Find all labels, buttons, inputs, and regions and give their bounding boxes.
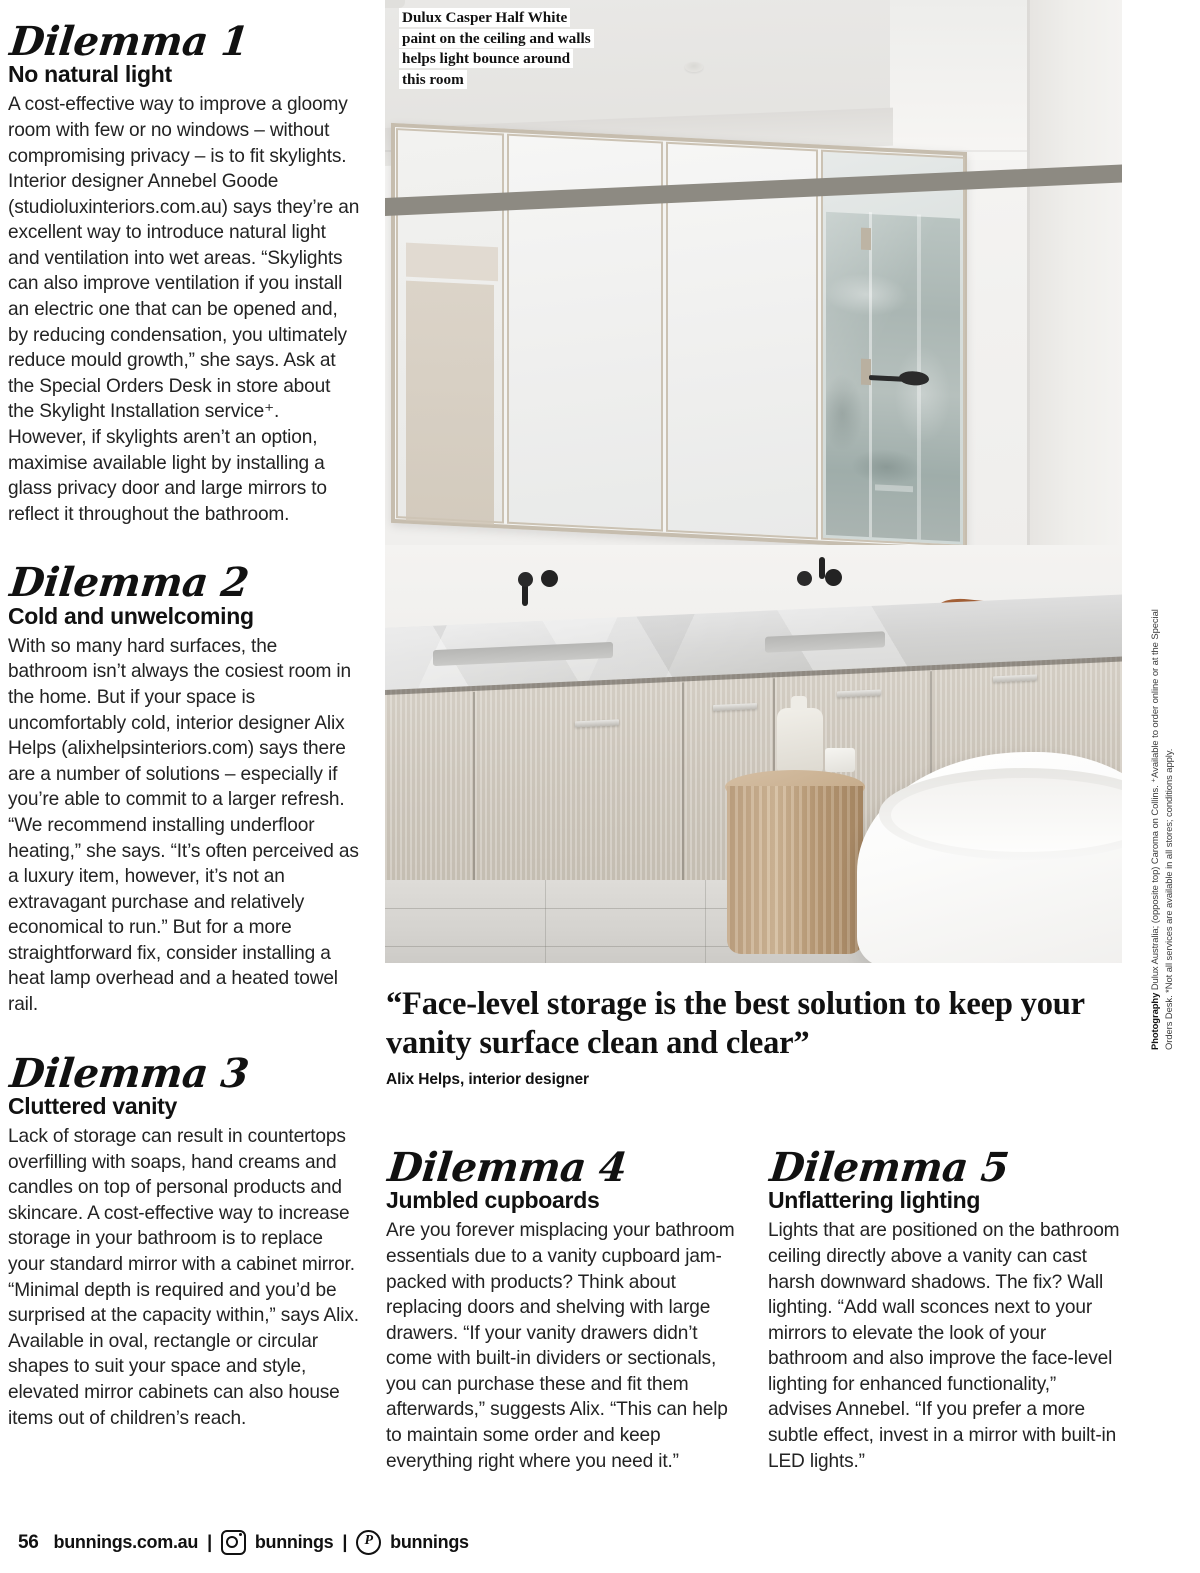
dilemma-1-block [7,18,360,527]
dilemma-2-body: With so many hard surfaces, the bathroom isn’t always the cosiest room in the home. But if your space is uncomfortably cold, interior designer Alix Helps (alixhelpsinteriors.com) says there are a number of solutions – especially if you’re able to commit to a larger refresh. “We recommend installing underfloor heating,” she says. “It’s often perceived as a luxury item, however, it’s not an extravagant purchase and relatively economical to run.” But for a more straightforward fix, consider installing a heat lamp overhead and a heated towel rail. [8,635,359,1016]
footer-separator-1: | [207,1532,212,1552]
footer-website: bunnings.com.au [53,1532,199,1552]
dilemma-5-kicker: Dilemma 5 [767,1144,1011,1191]
dilemma-2-kicker: Dilemma 2 [7,559,251,607]
dilemma-1-title: No natural light [8,61,172,88]
timber-stool [725,770,865,955]
shower-hinge-upper [861,228,871,251]
floor-grout-v1 [545,880,546,963]
pinterest-icon[interactable]: P [356,1530,381,1555]
dilemma-4-body: Are you forever misplacing your bathroom essentials due to a vanity cupboard jam-packed with products? Think about replacing doors and shelving with large drawers. “If your vanity drawers didn’t come with built-in dividers or sectionals, you can purchase these and fit them afterwards,” suggests Alix. “This can help to maintain some order and keep everything right where you need it.” [386,1220,735,1472]
wall-tap-left [512,570,572,612]
dilemma-5-body: Lights that are positioned on the bathroom ceiling directly above a vanity can cast harsh downward shadows. The fix? Wall lighting. “Add wall sconces next to your mirrors to elevate the look of your bathroom and also improve the face-level lighting for enhanced functionality,” advises Annebel. “If you prefer a more subtle effect, invest in a mirror with built-in LED lights.” [768,1220,1120,1472]
pull-quote [386,985,1086,1089]
dilemma-3-block [7,1049,360,1431]
footer-pinterest-handle: bunnings [390,1532,469,1552]
shower-arm [869,375,903,382]
tap-mixer-left [541,570,558,587]
dilemma-1-kicker: Dilemma 1 [7,18,251,65]
pull-quote-attribution: Alix Helps, interior designer [386,1071,589,1088]
page-number: 56 [18,1531,39,1553]
wall-tap-right [795,565,855,607]
soap-bar [825,748,855,772]
shower-head-icon [869,366,931,393]
floor-grout-v2 [705,880,706,963]
tap-plate-right [797,571,812,586]
photo-caption-text: Dulux Casper Half White paint on the ceiling and walls helps light bounce around this room [399,8,594,89]
downlight-icon [685,62,703,72]
dilemma-4-title: Jumbled cupboards [386,1187,600,1214]
page-footer [18,1530,469,1555]
bathroom-photo [385,0,1122,963]
dilemma-5-block [767,1144,1123,1474]
pull-quote-text: “Face-level storage is the best solution to keep your vanity surface clean and clear” [386,986,1085,1061]
cabinet-reflection-upper [406,243,498,282]
instagram-icon[interactable] [221,1530,246,1555]
tap-spout-right [819,557,825,579]
cabinet-door-1 [396,128,504,523]
dilemma-4-kicker: Dilemma 4 [385,1144,629,1191]
footer-separator-2: | [342,1532,348,1552]
shower-rose [899,371,929,387]
photo-credit-text: Dulux Australia; (opposite top) Caroma on Collins. ⁺Available to order online or at the Special Orders Desk. *Not all services are available in all stores; conditions apply. [1149,609,1174,1050]
dilemma-3-body: Lack of storage can result in countertops overfilling with soaps, hand creams and candles on top of personal products and skincare. A cost-effective way to increase storage in your bathroom is to replace your standard mirror with a cabinet mirror. “Minimal depth is required and you’d be surprised at the capacity within,” says Alix. Available in oval, rectangle or circular shapes to suit your space and style, elevated mirror cabinets can also house items out of children’s reach. [8,1125,359,1429]
stone-jar [777,708,823,774]
dilemma-2-title: Cold and unwelcoming [8,602,254,629]
photo-credit [1148,580,1175,1050]
dilemma-4-block [385,1144,741,1474]
cabinet-door-4 [821,150,965,547]
tap-plate-left [518,572,533,587]
dilemma-1-body: A cost-effective way to improve a gloomy room with few or no windows – without compromising privacy – is to fit skylights. Interior designer Annebel Goode (studioluxinteriors.com.au) says they’re an excellent way to introduce natural light and ventilation into wet areas. “Skylights can also improve ventilation if you install an electric one that can be opened and, by reducing condensation, you ultimately reduce mould growth,” she says. Ask at the Special Orders Desk in store about the Skylight Installation service⁺. However, if skylights aren’t an option, maximise available light by installing a glass privacy door and large mirrors to reflect it throughout the bathroom. [8,94,360,525]
vanity-gap-1 [473,692,475,896]
ceiling-vent [385,0,405,8]
vanity-gap-2 [682,682,684,886]
dilemma-3-title: Cluttered vanity [8,1092,178,1119]
tap-mixer-right [825,569,842,586]
dilemma-3-kicker: Dilemma 3 [7,1049,251,1097]
dilemma-2-block [7,559,360,1017]
photo-credit-label: Photography [1149,992,1160,1050]
photo-illustration [385,0,1122,963]
stool-body [727,786,863,954]
left-article-column [7,18,360,1431]
footer-instagram-handle: bunnings [254,1532,334,1552]
cabinet-reflection-joinery [406,281,494,525]
dilemma-5-title: Unflattering lighting [768,1187,981,1214]
photo-caption [399,8,591,90]
